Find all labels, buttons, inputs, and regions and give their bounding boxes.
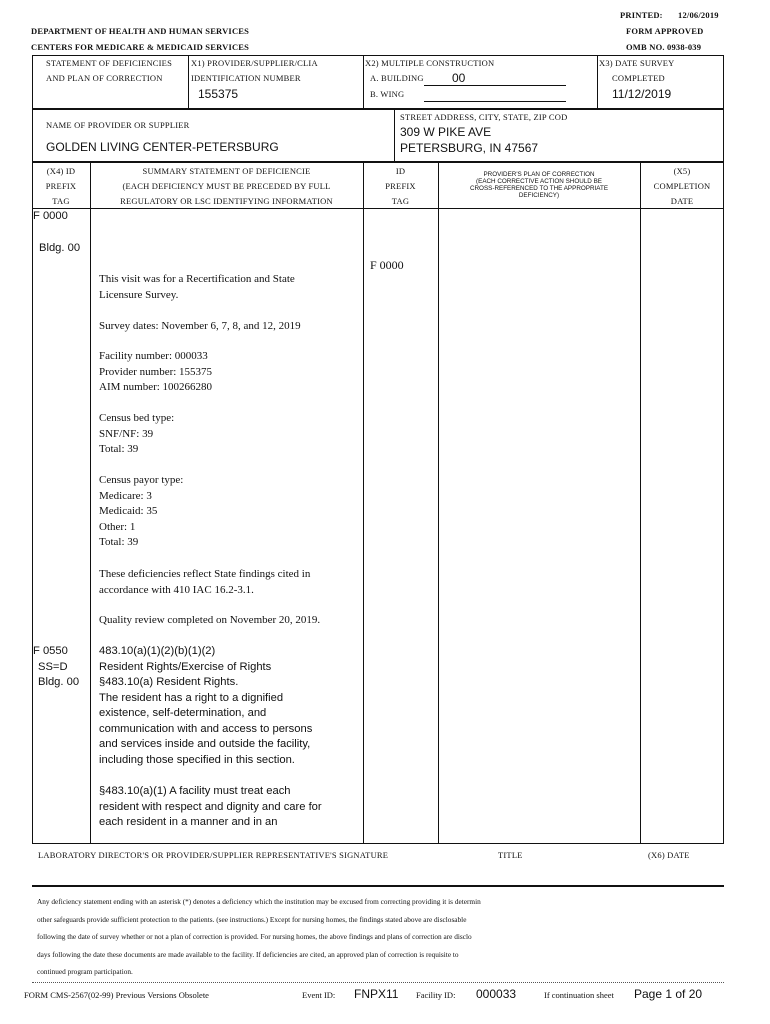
x4-header-1: (X4) ID: [46, 166, 76, 176]
centers-heading: CENTERS FOR MEDICARE & MEDICAID SERVICES: [31, 42, 250, 52]
event-id-value: FNPX11: [354, 987, 399, 1001]
text-line: each resident in a manner and in an: [99, 816, 278, 828]
text-line: resident with respect and dignity and care for: [99, 800, 322, 813]
provider-name-label: NAME OF PROVIDER OR SUPPLIER: [46, 120, 190, 130]
building-underline: [424, 85, 566, 86]
continuation-label: If continuation sheet: [544, 990, 614, 1000]
footer-divider: [32, 982, 724, 983]
scope-severity: SS=D: [38, 660, 68, 673]
x5-header-3: DATE: [670, 196, 694, 206]
regulation-text: [99, 644, 312, 768]
prefix-tag-f0550: [33, 644, 79, 691]
facility-id-label: Facility ID:: [416, 990, 456, 1000]
plan-header-1: PROVIDER'S PLAN OF CORRECTION: [483, 171, 595, 178]
divider: [363, 55, 364, 109]
text-line: Other: 1: [99, 520, 136, 533]
statement-label-1: STATEMENT OF DEFICIENCIES: [46, 58, 173, 68]
divider: [363, 162, 364, 844]
text-line: Medicare: 3: [99, 489, 152, 502]
address-line-2: PETERSBURG, IN 47567: [400, 141, 539, 155]
text-line: This visit was for a Recertification and State: [99, 273, 295, 285]
provider-box: [32, 109, 724, 162]
text-line: accordance with 410 IAC 16.2-3.1.: [99, 583, 254, 596]
signature-label: LABORATORY DIRECTOR'S OR PROVIDER/SUPPLIER REPRESENTATIVE'S SIGNATURE: [38, 850, 389, 860]
summary-header-1: SUMMARY STATEMENT OF DEFICIENCIE: [142, 166, 311, 176]
department-heading: DEPARTMENT OF HEALTH AND HUMAN SERVICES: [31, 26, 250, 36]
provider-name-value: GOLDEN LIVING CENTER-PETERSBURG: [46, 140, 279, 154]
text-line: §483.10(a) Resident Rights.: [99, 676, 239, 688]
building-tag: Bldg. 00: [39, 242, 81, 254]
footnote-line: following the date of survey whether or not a plan of correction is provided. For nursing homes, the above findings and plans of correction are disclo: [37, 932, 472, 941]
f0550-tag: F 0550: [33, 645, 68, 657]
text-line: Resident Rights/Exercise of Rights: [99, 660, 272, 673]
survey-date-value: 11/12/2019: [612, 87, 672, 101]
divider: [640, 162, 641, 844]
plan-header-4: DEFICIENCY): [518, 192, 560, 199]
x5-header-1: (X5): [673, 166, 691, 176]
divider: [188, 55, 189, 109]
signature-divider: [32, 885, 724, 887]
printed-date: 12/06/2019: [678, 10, 719, 20]
divider: [394, 109, 395, 162]
plan-header: [438, 171, 640, 199]
title-label: TITLE: [498, 850, 523, 860]
id-header-3: TAG: [391, 196, 410, 206]
x5-header-2: COMPLETION: [653, 181, 711, 191]
divider: [90, 162, 91, 844]
footnote-line: Any deficiency statement ending with an asterisk (*) denotes a deficiency which the institution may be excused from correcting providing it is determin: [37, 897, 481, 906]
building-label: A. BUILDING: [370, 73, 424, 83]
text-line: Total: 39: [99, 536, 139, 548]
statement-label-2: AND PLAN OF CORRECTION: [46, 73, 163, 83]
footnote: [37, 893, 481, 981]
text-line: including those specified in this section.: [99, 753, 295, 766]
prefix-tag-f0000: F 0000: [33, 210, 68, 222]
text-line: and services inside and outside the facility,: [99, 738, 311, 750]
wing-underline: [424, 101, 566, 102]
summary-paragraph-census-payor: [99, 473, 183, 551]
completed-label: COMPLETED: [612, 73, 665, 83]
event-id-label: Event ID:: [302, 990, 336, 1000]
form-id: FORM CMS-2567(02-99) Previous Versions Obsolete: [24, 990, 209, 1000]
text-line: SNF/NF: 39: [99, 427, 154, 440]
form-approved: FORM APPROVED: [626, 26, 704, 36]
summary-header-3: REGULATORY OR LSC IDENTIFYING INFORMATION: [120, 196, 333, 206]
text-line: existence, self-determination, and: [99, 707, 267, 719]
footnote-line: other safeguards provide sufficient protection to the patients. (see instructions.) Except for nursing homes, the findings stated above are disclosable: [37, 914, 467, 924]
summary-paragraph-numbers: [99, 349, 212, 396]
plan-header-3: CROSS-REFERENCED TO THE APPROPRIATE: [469, 185, 609, 192]
text-line: Census bed type:: [99, 412, 175, 424]
divider: [438, 162, 439, 844]
summary-header-2: (EACH DEFICIENCY MUST BE PRECEDED BY FULL: [122, 181, 331, 191]
id-header-1: ID: [395, 166, 406, 176]
summary-paragraph-dates: Survey dates: November 6, 7, 8, and 12, 2019: [99, 320, 301, 332]
printed-label: PRINTED:: [620, 10, 663, 20]
building-value: 00: [452, 71, 466, 85]
id-prefix-tag-f0000: F 0000: [370, 258, 404, 272]
provider-id-value: 155375: [198, 87, 239, 101]
plan-header-2: (EACH CORRECTIVE ACTION SHOULD BE: [476, 178, 602, 185]
text-line: These deficiencies reflect State findings cited in: [99, 568, 311, 580]
text-line: Licensure Survey.: [99, 288, 179, 301]
footnote-line: days following the date these documents are made available to the facility. If deficiencies are cited, an approved plan of correction is requisite to: [37, 949, 459, 959]
text-line: The resident has a right to a dignified: [99, 691, 284, 704]
text-line: Total: 39: [99, 443, 139, 455]
provider-id-label-2: IDENTIFICATION NUMBER: [191, 73, 301, 83]
text-line: Provider number: 155375: [99, 365, 213, 378]
text-line: Medicaid: 35: [99, 505, 158, 517]
text-line: Facility number: 000033: [99, 350, 208, 362]
text-line: Census payor type:: [99, 474, 184, 486]
summary-paragraph-visit: [99, 272, 295, 303]
header-divider: [32, 208, 724, 209]
footnote-line: continued program participation.: [37, 967, 133, 976]
text-line: communication with and access to persons: [99, 722, 313, 735]
text-line: §483.10(a)(1) A facility must treat each: [99, 785, 291, 797]
x4-header-2: PREFIX: [45, 181, 77, 191]
address-line-1: 309 W PIKE AVE: [400, 125, 492, 139]
provider-id-label-1: X1) PROVIDER/SUPPLIER/CLIA: [191, 58, 318, 68]
summary-paragraph-census-bed: [99, 411, 174, 458]
address-label: STREET ADDRESS, CITY, STATE, ZIP COD: [400, 112, 568, 122]
omb-number: OMB NO. 0938-039: [626, 42, 702, 52]
summary-paragraph-findings: [99, 567, 310, 598]
id-header-2: PREFIX: [385, 181, 416, 191]
wing-label: B. WING: [370, 89, 405, 99]
summary-paragraph-quality: Quality review completed on November 20, 2019.: [99, 614, 321, 626]
facility-id-value: 000033: [476, 987, 517, 1001]
text-line: AIM number: 100266280: [99, 381, 213, 393]
divider: [597, 55, 598, 109]
x6-date-label: (X6) DATE: [648, 850, 690, 860]
building-tag: Bldg. 00: [38, 676, 80, 688]
text-line: 483.10(a)(1)(2)(b)(1)(2): [99, 645, 216, 657]
x4-header-3: TAG: [52, 196, 70, 206]
multiple-construction-label: X2) MULTIPLE CONSTRUCTION: [365, 58, 495, 68]
page-number: Page 1 of 20: [634, 987, 703, 1001]
regulation-text-continued: [99, 784, 322, 831]
date-survey-label: X3) DATE SURVEY: [599, 58, 675, 68]
